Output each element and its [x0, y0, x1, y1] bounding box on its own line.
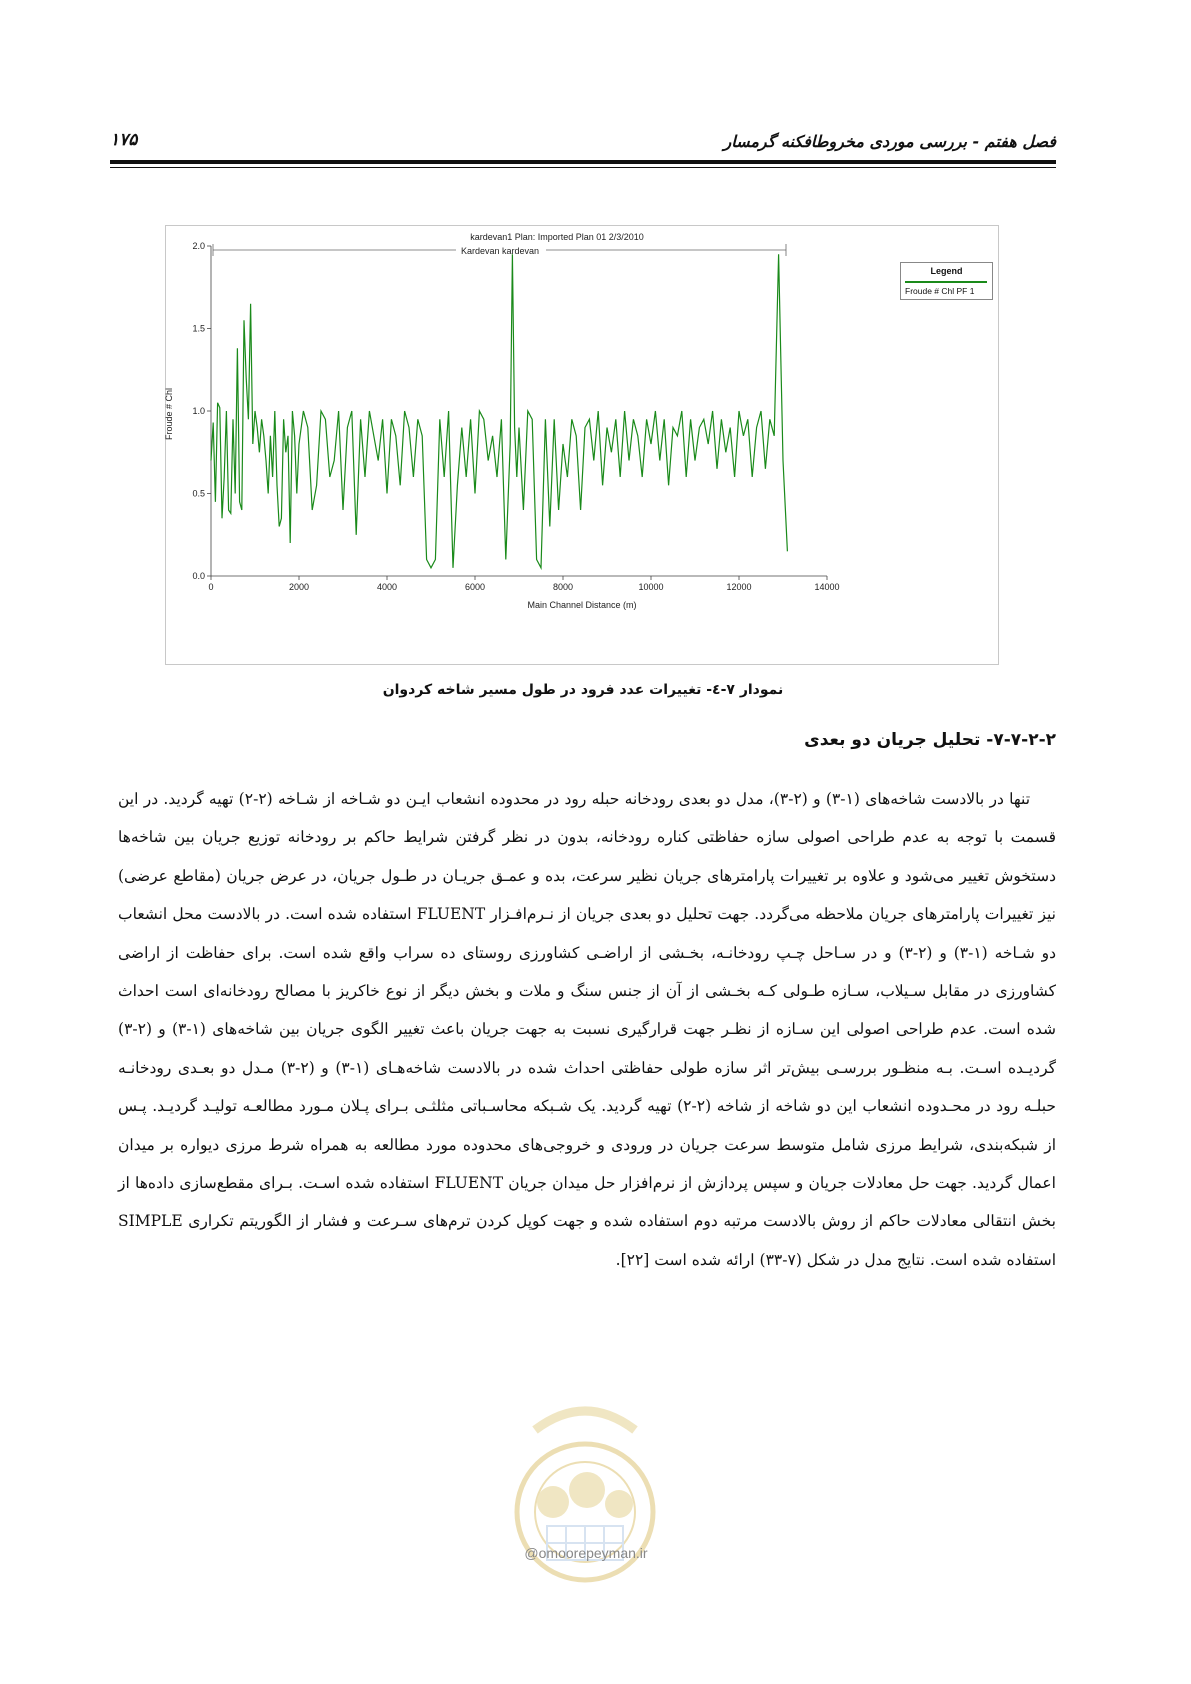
x-tick-label: 14000 — [814, 582, 840, 592]
y-tick-label: 1.0 — [192, 406, 205, 416]
body-paragraph: تنها در بالادست شاخه‌های (۱-۳) و (۲-۳)، مدل دو بعدی رودخانه حبله رود در محدوده انشعاب ایـن دو شـاخه از شـاخه (۲-۲) تهیه گردید. در این قسمت با توجه به عدم طراحی اصولی سازه حفاظتی کناره رودخانه، بدون در نظر گرفتن شرایط حاکم بر رودخانه توزیع جریان بین شاخه‌ها دستخوش تغییر می‌شود و علاوه بر تغییرات پارامترهای جریان نظیر سرعت، بده و عمـق جریـان در طـول جریان، در عرض جریان (مقاطع عرضی) نیز تغییرات پارامترهای جریان ملاحظه می‌گردد. جهت تحلیل دو بعدی جریان از نـرم‌افـزار FLUENT استفاده شده است. در بالادست محل انشعاب دو شـاخه (۱-۳) و (۲-۳) و در سـاحل چـپ رودخانـه، بخـشی از اراضـی کشاورزی روستای ده سراب واقع شده است. برای حفاظت از اراضی کشاورزی در مقابل سـیلاب، سـازه طـولی کـه بخـشی از آن از جنس سنگ و ملات و بخش دیگر از نوع خاکریز با مصالح رودخانه‌ای است احداث شده است. عدم طراحی اصولی این سـازه از نظـر جهت قرارگیری نسبت به جهت جریان باعث تغییر الگوی جریان بین شاخه‌های (۱-۳) و (۲-۳) گردیـده اسـت. بـه منظـور بررسـی بیش‌تر اثر سازه طولی حفاظتی احداث شده در بالادست شاخه‌هـای (۱-۳) و (۲-۳) مـدل دو بعـدی رودخانـه حبلـه رود در محـدوده انشعاب این دو شاخه از شاخه (۲-۲) تهیه گردید. یک شـبکه محاسـباتی مثلثـی بـرای پـلان مـورد مطالعـه تولیـد گردیـد. پـس از شبکه‌بندی، شرایط مرزی شامل متوسط سرعت جریان در ورودی و خروجی‌های محدوده مورد مطالعه به همراه شرط مرزی دیواره بر میدان اعمال گردید. جهت حل معادلات جریان و سپس پردازش از نرم‌افزار حل میدان جریان FLUENT استفاده شده اسـت. بـرای مقطع‌سازی داده‌ها از بخش انتقالی معادلات حاکم از روش بالادست مرتبه دوم استفاده شده و جهت کوپل کردن ترم‌های سـرعت و فشار از الگوریتم تکراری SIMPLE استفاده شده است. نتایج مدل در شکل (۷-۳۳) ارائه شده است [۲۲]. — [118, 790, 1056, 1269]
y-tick-label: 0.0 — [192, 571, 205, 581]
x-tick-label: 8000 — [552, 582, 574, 592]
page-number: ۱۷۵ — [110, 130, 138, 150]
x-tick-label: 4000 — [376, 582, 398, 592]
body-text — [118, 780, 1056, 1279]
gear-icon — [569, 1472, 605, 1508]
chapter-title: فصل هفتم - بررسی موردی مخروطافکنه گرمسار — [723, 132, 1056, 151]
figure-caption: نمودار ۷-٤- تغییرات عدد فرود در طول مسیر شاخه کردوان — [382, 682, 784, 698]
x-tick-label: 12000 — [726, 582, 752, 592]
x-tick-label: 6000 — [464, 582, 486, 592]
x-tick-label: 0 — [208, 582, 214, 592]
gear-icon — [605, 1490, 633, 1518]
chart-legend — [900, 262, 993, 300]
x-tick-label: 2000 — [288, 582, 310, 592]
legend-title: Legend — [930, 266, 963, 276]
y-tick-label: 1.5 — [192, 323, 205, 334]
chart-plot-area — [211, 254, 787, 568]
series-line-froude — [211, 254, 787, 568]
froude-chart — [166, 226, 998, 664]
watermark-url: @omoorepeyman.ir — [524, 1545, 648, 1561]
y-tick-label: 2.0 — [192, 241, 205, 251]
page-header — [110, 128, 1056, 162]
x-tick-label: 10000 — [638, 582, 664, 592]
chart-subtitle: Kardevan kardevan — [460, 246, 540, 256]
x-axis-label: Main Channel Distance (m) — [527, 600, 637, 610]
chart-title: kardevan1 Plan: Imported Plan 01 2/3/2010 — [470, 232, 644, 242]
watermark-logo-swoosh — [535, 1411, 635, 1430]
section-heading: ۷-۷-۲-۲- تحلیل جریان دو بعدی — [804, 730, 1056, 750]
legend-swatch — [905, 281, 987, 283]
header-rule-thick — [110, 160, 1056, 164]
froude-chart-figure — [165, 225, 999, 665]
gear-icon — [537, 1486, 569, 1518]
legend-label: Froude # Chl PF 1 — [905, 286, 975, 296]
y-tick-label: 0.5 — [192, 488, 205, 499]
header-rule-thin — [110, 167, 1056, 168]
publisher-watermark-logo — [495, 1392, 675, 1622]
y-axis-label: Froude # Chl — [164, 387, 174, 441]
